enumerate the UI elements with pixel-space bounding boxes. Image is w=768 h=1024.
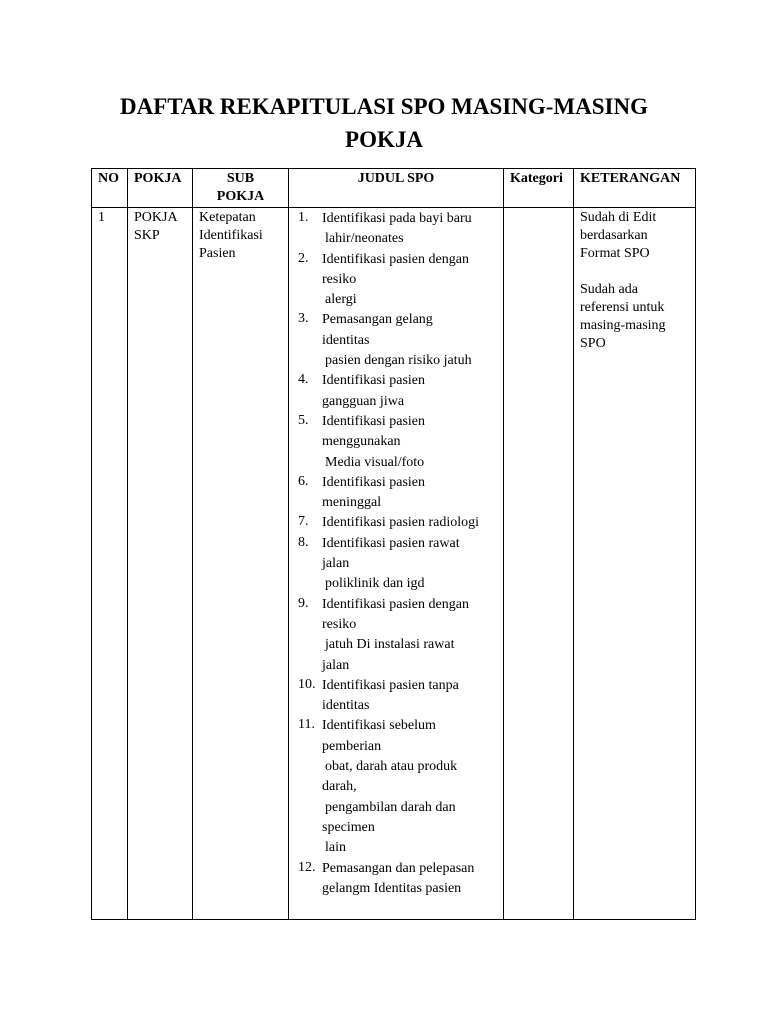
cell-pokja bbox=[128, 208, 193, 920]
cell-sub-pokja-line: Pasien bbox=[199, 246, 236, 261]
spo-item-line: pengambilan darah dan bbox=[325, 799, 456, 815]
header-kategori: Kategori bbox=[504, 169, 574, 208]
spo-list-item bbox=[295, 310, 497, 371]
spo-item-line: alergi bbox=[325, 292, 357, 308]
spo-item-line: Pemasangan dan pelepasan bbox=[322, 860, 475, 876]
keterangan-line: referensi untuk bbox=[580, 300, 665, 315]
spo-item-line: Identifikasi pasien rawat bbox=[322, 535, 460, 551]
header-no: NO bbox=[92, 169, 128, 208]
header-sub-pokja-line-1: SUB bbox=[226, 171, 255, 186]
spo-item-number: 1. bbox=[298, 210, 309, 225]
spo-item-line: Pemasangan gelang bbox=[322, 312, 433, 328]
cell-no: 1 bbox=[92, 208, 128, 920]
spo-item-line: jalan bbox=[322, 556, 350, 572]
spo-item-line: lahir/neonates bbox=[325, 231, 404, 247]
document-title bbox=[90, 90, 678, 156]
keterangan-line: Sudah di Edit bbox=[580, 210, 657, 225]
spo-item-line: darah, bbox=[322, 779, 357, 795]
spo-list-item bbox=[295, 716, 497, 858]
header-judul-spo: JUDUL SPO bbox=[289, 169, 504, 208]
spo-list-item bbox=[295, 473, 497, 514]
cell-keterangan bbox=[574, 208, 696, 920]
spo-list-item bbox=[295, 412, 497, 473]
spo-item-line: Identifikasi pasien bbox=[322, 373, 426, 389]
spo-item-line: Identifikasi pasien bbox=[322, 474, 426, 490]
header-keterangan: KETERANGAN bbox=[574, 169, 696, 208]
spo-item-line: lain bbox=[325, 840, 346, 856]
keterangan-line: berdasarkan bbox=[580, 228, 648, 243]
spo-item-line: menggunakan bbox=[322, 434, 401, 450]
spo-item-line: obat, darah atau produk bbox=[325, 759, 458, 775]
header-sub-pokja-line-2: POKJA bbox=[216, 189, 265, 204]
spo-item-number: 2. bbox=[298, 250, 309, 266]
spo-list-item bbox=[295, 371, 497, 412]
table-header-row bbox=[92, 169, 696, 208]
spo-item-line: Identifikasi pasien radiologi bbox=[322, 515, 480, 531]
spo-item-line: Identifikasi pasien dengan bbox=[322, 596, 469, 612]
spo-item-number: 5. bbox=[298, 412, 309, 428]
spo-item-line: identitas bbox=[322, 698, 370, 714]
keterangan-line: SPO bbox=[580, 336, 606, 351]
header-sub-pokja bbox=[193, 169, 289, 208]
title-line-2: POKJA bbox=[345, 127, 423, 152]
spo-item-line: identitas bbox=[322, 332, 370, 348]
spo-item-number: 4. bbox=[298, 372, 309, 388]
cell-sub-pokja-line: Ketepatan bbox=[199, 210, 256, 225]
cell-pokja-line: POKJA bbox=[134, 210, 178, 225]
keterangan-line: Format SPO bbox=[580, 246, 650, 261]
header-pokja: POKJA bbox=[128, 169, 193, 208]
spo-item-line: resiko bbox=[322, 271, 357, 287]
table-row bbox=[92, 208, 696, 920]
spo-item-line: Media visual/foto bbox=[325, 454, 425, 470]
spo-item-number: 12. bbox=[298, 859, 316, 875]
keterangan-line: Sudah ada bbox=[580, 282, 638, 297]
cell-sub-pokja-line: Identifikasi bbox=[199, 228, 263, 243]
spo-item-line: gangguan jiwa bbox=[322, 393, 405, 409]
title-line-1: DAFTAR REKAPITULASI SPO MASING-MASING bbox=[120, 94, 648, 119]
spo-item-number: 6. bbox=[298, 473, 309, 489]
spo-item-line: pasien dengan risiko jatuh bbox=[325, 353, 472, 369]
spo-item-line: Identifikasi pasien bbox=[322, 413, 426, 429]
keterangan-line: masing-masing bbox=[580, 318, 666, 333]
spo-item-number: 3. bbox=[298, 311, 309, 327]
spo-item-number: 10. bbox=[298, 676, 316, 692]
spo-item-number: 8. bbox=[298, 534, 309, 550]
spo-list-item bbox=[295, 513, 497, 533]
spo-item-number: 11. bbox=[298, 717, 315, 733]
spo-item-line: poliklinik dan igd bbox=[325, 576, 425, 592]
spo-list-item bbox=[295, 859, 497, 900]
spo-list-item bbox=[295, 534, 497, 595]
spo-list-item bbox=[295, 209, 497, 250]
spo-item-number: 9. bbox=[298, 595, 309, 611]
spo-item-line: jalan bbox=[322, 657, 350, 673]
cell-judul-spo bbox=[289, 208, 504, 920]
spo-list-item bbox=[295, 250, 497, 311]
spo-item-line: jatuh Di instalasi rawat bbox=[325, 637, 455, 653]
spo-item-line: Identifikasi pasien tanpa bbox=[322, 677, 459, 693]
cell-kategori bbox=[504, 208, 574, 920]
spo-item-line: Identifikasi pasien dengan bbox=[322, 251, 469, 267]
spo-item-line: gelangm Identitas pasien bbox=[322, 880, 462, 896]
spo-item-line: pemberian bbox=[322, 738, 382, 754]
spo-list-item bbox=[295, 595, 497, 676]
spo-item-line: meninggal bbox=[322, 495, 382, 511]
spo-title-list bbox=[295, 209, 497, 899]
spo-item-line: Identifikasi sebelum bbox=[322, 718, 436, 734]
spo-item-number: 7. bbox=[298, 514, 309, 530]
spo-item-line: resiko bbox=[322, 616, 357, 632]
spo-item-line: specimen bbox=[322, 819, 375, 835]
cell-pokja-line: SKP bbox=[134, 228, 160, 243]
spo-list-item bbox=[295, 676, 497, 717]
spo-item-line: Identifikasi pada bayi baru bbox=[322, 211, 472, 226]
keterangan-spacer bbox=[580, 263, 689, 281]
spo-recap-table bbox=[91, 168, 696, 920]
cell-sub-pokja bbox=[193, 208, 289, 920]
